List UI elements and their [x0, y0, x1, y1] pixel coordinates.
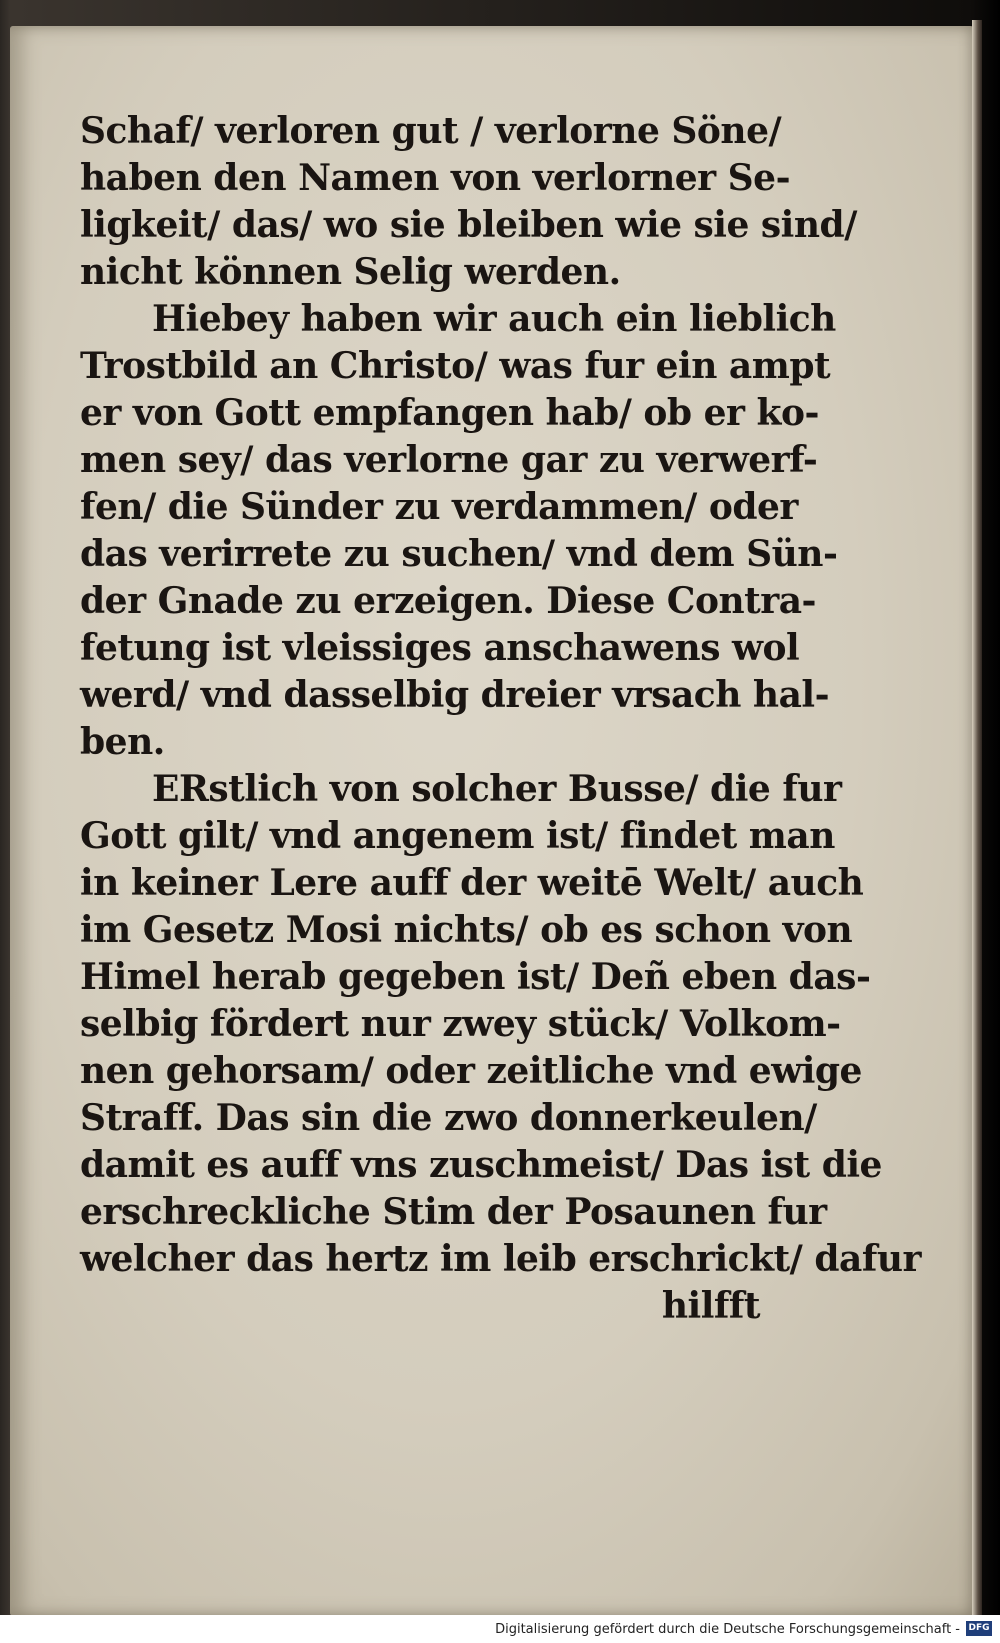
dfg-logo: DFG	[966, 1621, 992, 1636]
text-line: ben.	[80, 721, 165, 763]
text-line: werd/ vnd dasselbig dreier vrsach hal-	[80, 674, 830, 716]
text-line: im Gesetz Mosi nichts/ ob es schon von	[80, 909, 853, 951]
footer-credit: Digitalisierung gefördert durch die Deutsche Forschungsgemeinschaft -	[495, 1622, 960, 1637]
text-line: ligkeit/ das/ wo sie bleiben wie sie sind/	[80, 204, 857, 246]
text-line: Hiebey haben wir auch ein lieblich	[152, 298, 836, 340]
text-line: fetung ist vleissiges anschawens wol	[80, 627, 800, 669]
text-line: Gott gilt/ vnd angenem ist/ findet man	[80, 815, 835, 857]
text-line: nicht können Selig werden.	[80, 251, 621, 293]
catchword: hilfft	[661, 1285, 760, 1327]
text-line: damit es auff vns zuschmeist/ Das ist die	[80, 1144, 882, 1186]
text-line: haben den Namen von verlorner Se-	[80, 157, 791, 199]
text-line: er von Gott empfangen hab/ ob er ko-	[80, 392, 819, 434]
text-line: in keiner Lere auff der weitē Welt/ auch	[80, 862, 864, 904]
text-line: selbig fördert nur zwey stück/ Volkom-	[80, 1003, 841, 1045]
footer-bar	[0, 1615, 1000, 1643]
text-line: nen gehorsam/ oder zeitliche vnd ewige	[80, 1050, 862, 1092]
text-line: erschreckliche Stim der Posaunen fur	[80, 1191, 827, 1233]
text-line: Schaf/ verloren gut / verlorne Söne/	[80, 110, 782, 152]
text-line: welcher das hertz im leib erschrickt/ dafur	[80, 1238, 921, 1280]
page-edge	[972, 20, 982, 1620]
text-line: das verirrete zu suchen/ vnd dem Sün-	[80, 533, 838, 575]
body-text	[80, 108, 921, 1330]
text-line: Straff. Das sin die zwo donnerkeulen/	[80, 1097, 817, 1139]
text-line: men sey/ das verlorne gar zu verwerf-	[80, 439, 818, 481]
text-line: der Gnade zu erzeigen. Diese Contra-	[80, 580, 816, 622]
text-line: Himel herab gegeben ist/ Deñ eben das-	[80, 956, 871, 998]
text-line: fen/ die Sünder zu verdammen/ oder	[80, 486, 798, 528]
text-line: ERstlich von solcher Busse/ die fur	[152, 768, 842, 810]
text-line: Trostbild an Christo/ was fur ein ampt	[80, 345, 831, 387]
